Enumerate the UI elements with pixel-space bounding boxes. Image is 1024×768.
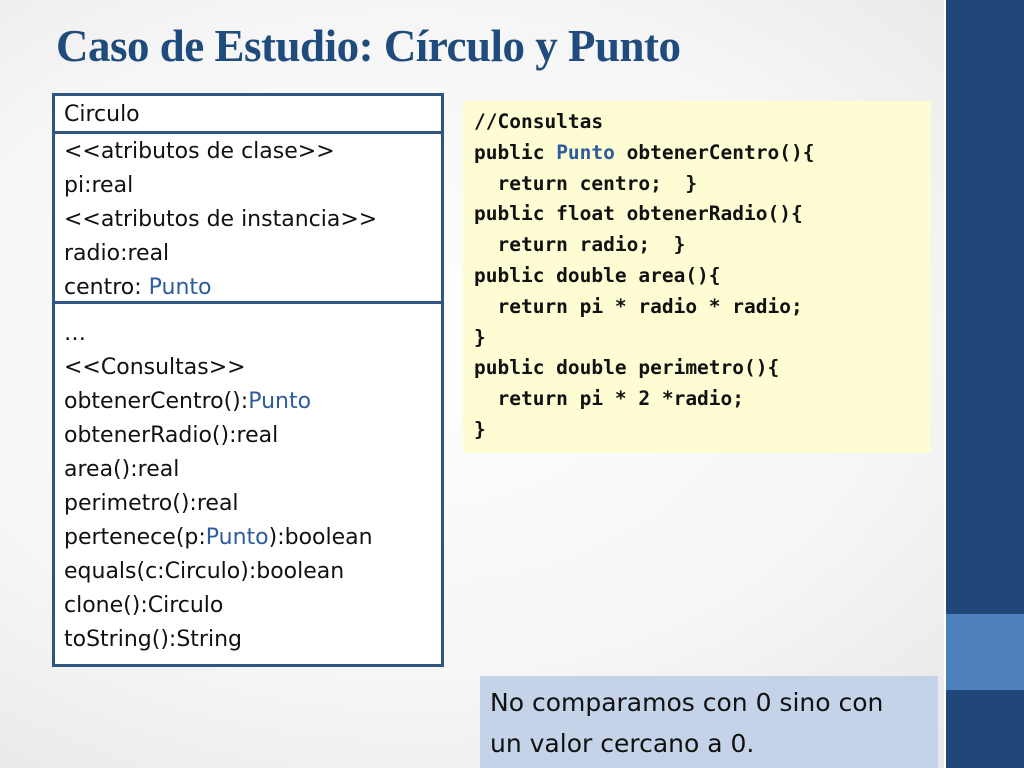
uml-method: <<Consultas>> — [64, 355, 246, 380]
uml-method — [64, 385, 441, 419]
code-line: public double perimetro(){ — [474, 356, 780, 380]
line-text: obtenerCentro(): — [64, 389, 249, 414]
code-line: } — [474, 417, 486, 441]
uml-method: equals(c:Circulo):boolean — [64, 559, 345, 584]
sidebar-accent-light — [946, 614, 1024, 690]
line-text: ):boolean — [268, 525, 373, 550]
uml-attribute — [64, 271, 441, 305]
note-line: No comparamos con 0 sino con — [490, 688, 884, 717]
note-line: un valor cercano a 0. — [490, 729, 755, 758]
uml-class-name-section — [52, 93, 444, 134]
code-line: return centro; } — [474, 171, 698, 195]
uml-method: perimetro():real — [64, 491, 239, 516]
line-text: centro: — [64, 275, 149, 300]
code-line: public float obtenerRadio(){ — [474, 202, 803, 226]
uml-attributes-section — [52, 131, 444, 304]
uml-methods-section — [52, 301, 444, 667]
line-text: obtenerCentro(){ — [614, 140, 815, 164]
uml-method: obtenerRadio():real — [64, 423, 279, 448]
uml-attribute: pi:real — [64, 173, 134, 198]
type-name: Punto — [148, 275, 212, 300]
code-line: return pi * 2 *radio; — [474, 387, 745, 411]
type-name: Punto — [248, 389, 312, 414]
code-line: public double area(){ — [474, 263, 721, 287]
code-line: return radio; } — [474, 233, 686, 257]
code-line: return pi * radio * radio; — [474, 294, 803, 318]
uml-method: … — [64, 321, 86, 346]
uml-attribute: <<atributos de instancia>> — [64, 207, 378, 232]
uml-attribute: radio:real — [64, 241, 170, 266]
code-line — [474, 138, 931, 169]
uml-method: clone():Circulo — [64, 593, 224, 618]
uml-method: toString():String — [64, 627, 242, 652]
uml-method: area():real — [64, 457, 180, 482]
type-name: Punto — [556, 140, 615, 164]
sidebar-divider — [944, 0, 946, 768]
note-callout — [480, 676, 938, 768]
code-line: //Consultas — [474, 110, 604, 133]
uml-class-name: Circulo — [64, 102, 140, 127]
slide-title: Caso de Estudio: Círculo y Punto — [56, 21, 681, 71]
uml-method — [64, 521, 441, 555]
line-text: public — [474, 140, 557, 164]
line-text: pertenece(p: — [64, 525, 206, 550]
code-line: } — [474, 325, 486, 349]
uml-attribute: <<atributos de clase>> — [64, 139, 335, 164]
code-snippet — [463, 101, 931, 453]
type-name: Punto — [205, 525, 269, 550]
